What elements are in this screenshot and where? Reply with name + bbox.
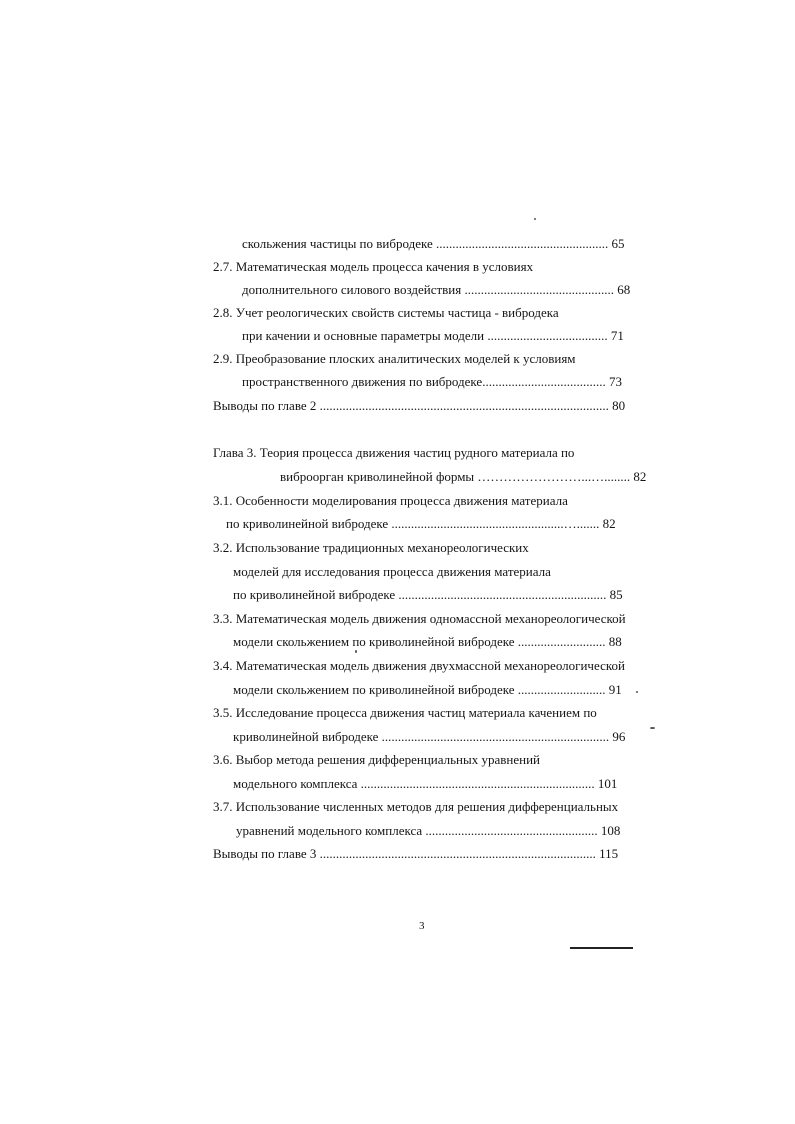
toc-line: при качении и основные параметры модели ..................................... 71 xyxy=(242,328,624,343)
toc-line: 2.9. Преобразование плоских аналитических моделей к условиям xyxy=(213,351,576,366)
toc-line: криволинейной вибродеке ...................................................................... 96 xyxy=(233,729,626,744)
footer-rule xyxy=(570,947,633,949)
toc-line: Выводы по главе 3 ..................................................................................... 115 xyxy=(213,846,619,861)
toc-line: 2.7. Математическая модель процесса качения в условиях xyxy=(213,259,534,274)
scan-speck xyxy=(534,218,536,220)
toc-line: 3.7. Использование численных методов для решения дифференциальных xyxy=(213,799,619,814)
toc-line: виброорган криволинейной формы ……………………...…........ 82 xyxy=(280,469,647,484)
toc-line: 2.8. Учет реологических свойств системы частица - вибродека xyxy=(213,305,559,320)
toc-line: модели скольжением по криволинейной вибродеке ........................... 88 xyxy=(233,634,622,649)
toc-line: по криволинейной вибродеке .....................................................…....... 82 xyxy=(226,516,616,531)
toc-line: 3.6. Выбор метода решения дифференциальных уравнений xyxy=(213,752,540,767)
toc-line: 3.2. Использование традиционных механореологических xyxy=(213,540,529,555)
toc-line: скольжения частицы по вибродеке ..................................................... 65 xyxy=(242,236,625,251)
toc-line: 3.5. Исследование процесса движения частиц материала качением по xyxy=(213,705,597,720)
toc-line: модельного комплекса ........................................................................ 101 xyxy=(233,776,618,791)
scan-speck xyxy=(650,727,655,729)
scan-speck xyxy=(636,691,638,693)
page-number: 3 xyxy=(419,920,425,932)
toc-line: Глава 3. Теория процесса движения частиц рудного материала по xyxy=(213,445,575,460)
toc-line: моделей для исследования процесса движения материала xyxy=(233,564,551,579)
toc-line: 3.3. Математическая модель движения одномассной механореологической xyxy=(213,611,626,626)
toc-line: 3.1. Особенности моделирования процесса движения материала xyxy=(213,493,568,508)
toc-line: по криволинейной вибродеке ................................................................ 85 xyxy=(233,587,623,602)
toc-line: Выводы по главе 2 ......................................................................................... 80 xyxy=(213,398,626,413)
toc-line: модели скольжением по криволинейной вибродеке ........................... 91 xyxy=(233,682,622,697)
toc-line: пространственного движения по вибродеке...................................... 73 xyxy=(242,374,622,389)
toc-line: дополнительного силового воздействия .............................................. 68 xyxy=(242,282,631,297)
scan-speck xyxy=(355,650,357,653)
toc-line: 3.4. Математическая модель движения двухмассной механореологической xyxy=(213,658,625,673)
toc-line: уравнений модельного комплекса ..................................................... 108 xyxy=(236,823,621,838)
